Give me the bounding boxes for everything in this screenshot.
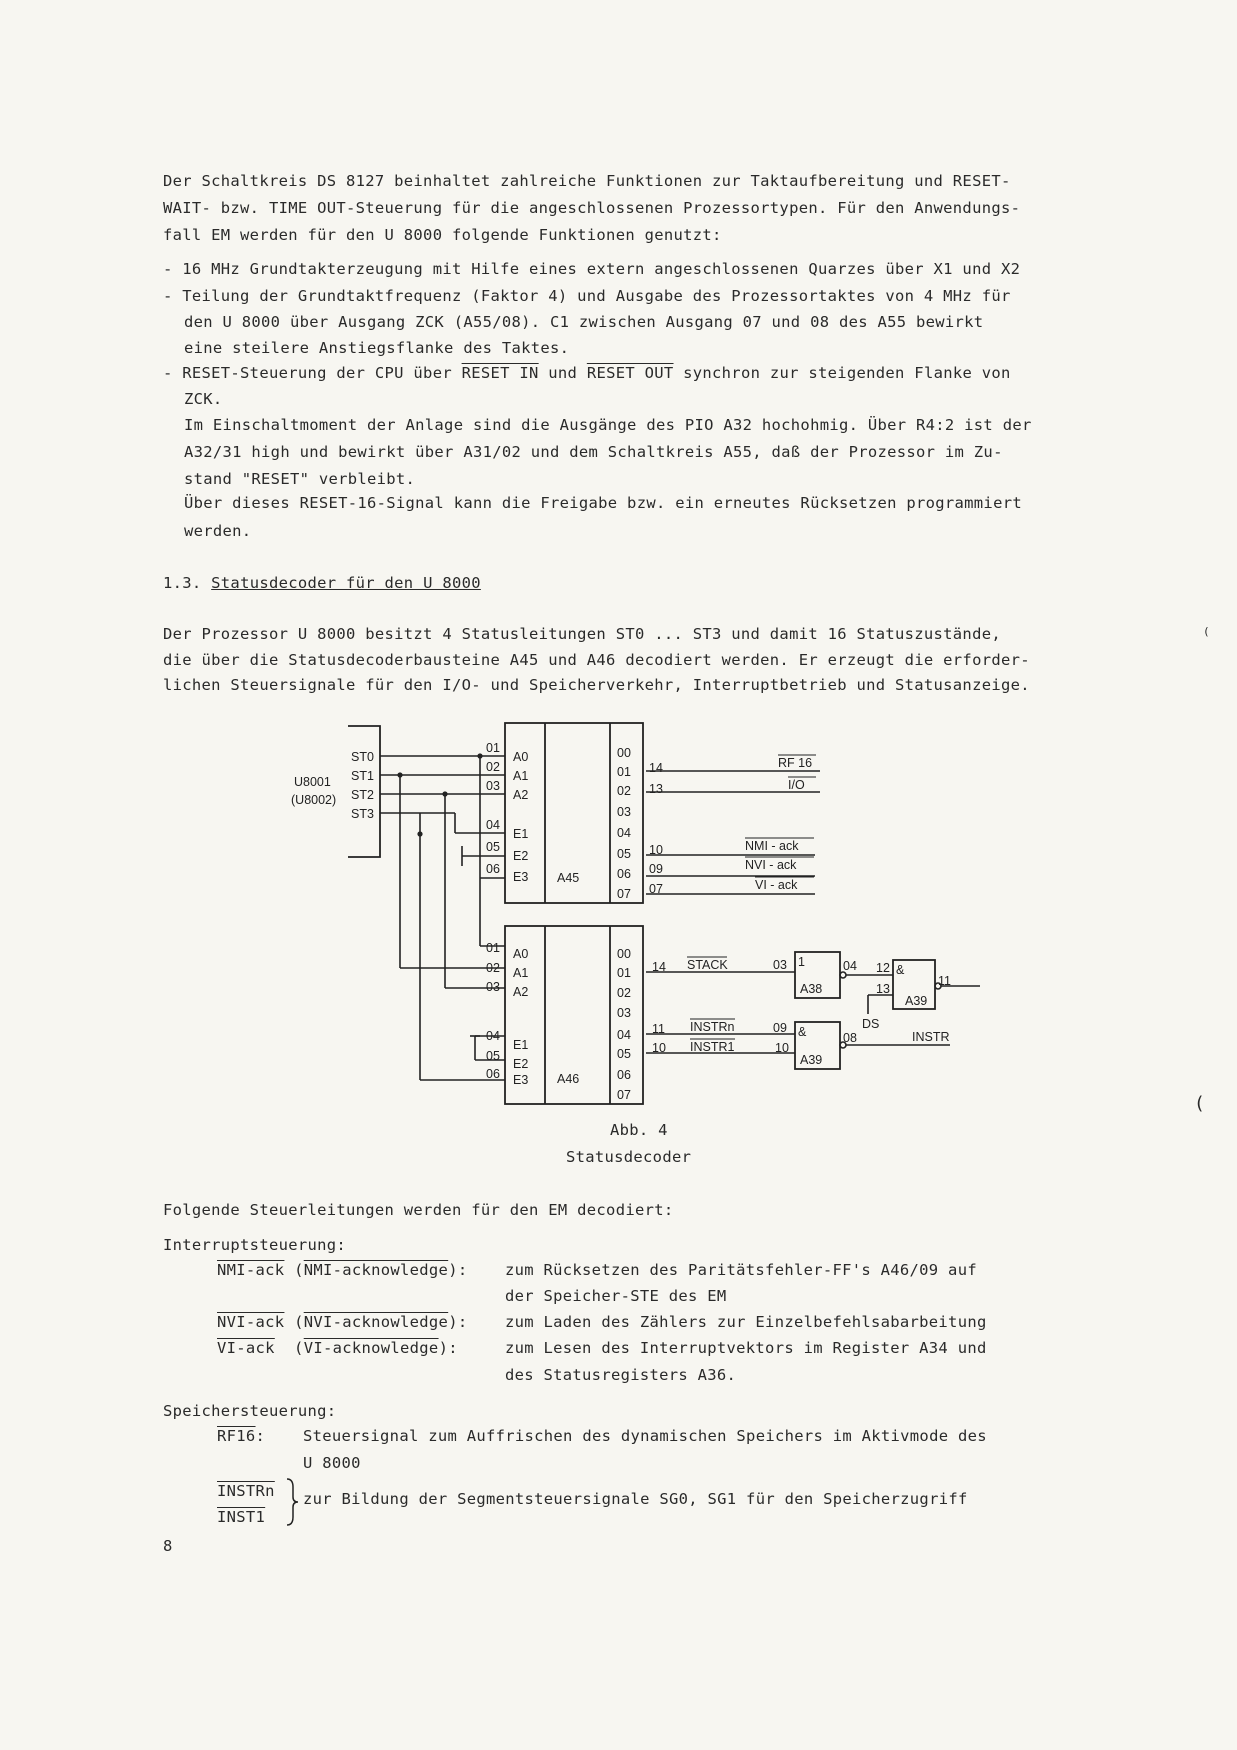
colon: : [255, 1427, 266, 1445]
a46-in-label: E3 [513, 1073, 529, 1087]
instr1-signal-label: INSTR1 [690, 1040, 735, 1054]
nmi-desc-2: der Speicher-STE des EM [505, 1287, 727, 1305]
reset-in-signal: RESET IN [461, 364, 539, 382]
cpu-label-line-2: (U8002) [291, 793, 337, 807]
nvi-ack-signal: NVI-ack [217, 1313, 285, 1331]
gate-a39-upper-pin: 11 [938, 974, 951, 988]
gate-a39-lower-name: A39 [800, 1053, 823, 1067]
vi-desc-2: des Statusregisters A36. [505, 1366, 737, 1384]
gate-a39-lower-pin: 10 [775, 1041, 789, 1055]
vi-ack-signal-label: VI - ack [755, 878, 798, 892]
vi-ack-entry [217, 1339, 458, 1357]
junction-dot [442, 791, 447, 796]
interrupt-heading: Interruptsteuerung: [163, 1236, 347, 1254]
section-title: Statusdecoder für den U 8000 [211, 574, 481, 592]
vi-ack-signal: VI-ack [217, 1339, 275, 1357]
gate-a39-lower-pin: 09 [773, 1021, 787, 1035]
a46-in-label: E2 [513, 1057, 529, 1071]
bullet-3-line-2: ZCK. [184, 390, 223, 408]
reset-out-signal: RESET OUT [586, 364, 674, 382]
nvi-ack-entry [217, 1313, 467, 1331]
a45-in-pin: 01 [486, 741, 500, 755]
gate-a39-lower-symbol: & [798, 1025, 807, 1039]
a46-in-label: E1 [513, 1038, 529, 1052]
figure-number: Abb. 4 [610, 1121, 668, 1139]
chip-a46 [486, 926, 643, 1104]
a45-out-label: 03 [617, 805, 631, 819]
a46-in-pin: 01 [486, 941, 500, 955]
nvi-ack-signal-label: NVI - ack [745, 858, 797, 872]
a45-out-pin: 09 [649, 862, 663, 876]
st2-label: ST2 [351, 788, 374, 802]
a45-in-label: A2 [513, 788, 529, 802]
inst1-signal-text: INST1 [217, 1508, 266, 1526]
cpu-block [291, 726, 380, 857]
rf16-signal: RF16 [217, 1427, 256, 1445]
intro-line-3: fall EM werden für den U 8000 folgende Funktionen genutzt: [163, 226, 722, 244]
rf16-desc-1: Steuersignal zum Auffrischen des dynamischen Speichers im Aktivmode des [303, 1427, 987, 1445]
bullet-3-line-5: stand "RESET" verbleibt. [184, 470, 416, 488]
paren: ( [274, 1339, 304, 1357]
a46-out-label: 00 [617, 947, 631, 961]
a45-out-pin: 14 [649, 761, 663, 775]
chip-a45-name: A45 [557, 871, 580, 885]
st0-label: ST0 [351, 750, 374, 764]
gate-a39-upper-symbol: & [896, 963, 905, 977]
a45-out-label: 00 [617, 746, 631, 760]
a45-out-label: 01 [617, 765, 631, 779]
paren: ): [448, 1261, 468, 1279]
a45-in-pin: 02 [486, 760, 500, 774]
bullet-3-mid: und [538, 364, 587, 382]
a45-out-label: 02 [617, 784, 631, 798]
a46-in-pin: 05 [486, 1049, 500, 1063]
a45-out-label: 04 [617, 826, 631, 840]
gate-a39-upper-pin: 13 [876, 982, 890, 996]
bullet-3-line-3: Im Einschaltmoment der Anlage sind die Ausgänge des PIO A32 hochohmig. Über R4:2 ist der [184, 416, 1032, 434]
a45-out-label: 07 [617, 887, 631, 901]
a45-in-pin: 04 [486, 818, 500, 832]
gate-a39-upper-name: A39 [905, 994, 928, 1008]
section-line-2: die über die Statusdecoderbausteine A45 und A46 decodiert werden. Er erzeugt die erforder- [163, 651, 1030, 669]
gate-a38-symbol: 1 [798, 955, 805, 969]
a45-outputs [646, 755, 820, 896]
chip-a45 [486, 723, 643, 903]
a46-out-label: 05 [617, 1047, 631, 1061]
junction-dot [417, 831, 422, 836]
a46-out-pin: 10 [652, 1041, 666, 1055]
intro-line-1: Der Schaltkreis DS 8127 beinhaltet zahlreiche Funktionen zur Taktaufbereitung und RESET- [163, 172, 1011, 190]
gate-a39-lower-pin: 08 [843, 1031, 857, 1045]
a46-out-pin: 14 [652, 960, 666, 974]
a45-in-label: A1 [513, 769, 529, 783]
bullet-2-line-2: den U 8000 über Ausgang ZCK (A55/08). C1 zwischen Ausgang 07 und 08 des A55 bewirkt [184, 313, 984, 331]
paren: ( [284, 1261, 304, 1279]
st1-label: ST1 [351, 769, 374, 783]
paren: ): [448, 1313, 468, 1331]
a46-in-label: A1 [513, 966, 529, 980]
a45-out-pin: 07 [649, 882, 663, 896]
instr-label: INSTR [912, 1030, 950, 1044]
instrn-signal-label: INSTRn [690, 1020, 735, 1034]
ds-label: DS [862, 1017, 880, 1031]
gate-a38-pin: 03 [773, 958, 787, 972]
instrn-signal-text: INSTRn [217, 1482, 275, 1500]
vi-desc-1: zum Lesen des Interruptvektors im Register A34 und [505, 1339, 987, 1357]
nmi-ack-signal: NMI-ack [217, 1261, 285, 1279]
gate-a38-pin: 04 [843, 959, 857, 973]
brace-icon [285, 1477, 299, 1527]
a46-out-label: 06 [617, 1068, 631, 1082]
a46-out-label: 07 [617, 1088, 631, 1102]
paren: ): [438, 1339, 458, 1357]
rf16-desc-2: U 8000 [303, 1454, 361, 1472]
nmi-acknowledge: NMI-acknowledge [303, 1261, 449, 1279]
gate-a38-name: A38 [800, 982, 823, 996]
junction-dot [477, 753, 482, 758]
a45-in-label: A0 [513, 750, 529, 764]
memory-heading: Speichersteuerung: [163, 1402, 337, 1420]
a45-out-label: 06 [617, 867, 631, 881]
gate-a39-upper-pin: 12 [876, 961, 890, 975]
a46-out-label: 04 [617, 1028, 631, 1042]
figure-caption: Statusdecoder [566, 1148, 692, 1166]
bullet-3-post: synchron zur steigenden Flanke von [673, 364, 1011, 382]
page-number: 8 [163, 1537, 173, 1555]
a46-out-pin: 11 [652, 1022, 665, 1036]
stack-signal-label: STACK [687, 958, 728, 972]
a46-in-label: A0 [513, 947, 529, 961]
scan-mark: ( [1203, 625, 1210, 638]
bullet-3-line-7: werden. [184, 522, 252, 540]
section-number: 1.3. [163, 574, 212, 592]
a45-in-label: E1 [513, 827, 529, 841]
a46-out-label: 02 [617, 986, 631, 1000]
scan-mark: ( [1194, 1093, 1206, 1114]
gate-a39-upper [862, 960, 980, 1031]
vi-acknowledge: VI-acknowledge [303, 1339, 439, 1357]
a46-in-pin: 03 [486, 980, 500, 994]
a45-in-pin: 03 [486, 779, 500, 793]
a45-out-pin: 13 [649, 782, 663, 796]
bullet-2-line-1: - Teilung der Grundtaktfrequenz (Faktor 4) und Ausgabe des Prozessortaktes von 4 MHz für [163, 287, 1011, 305]
a46-out-label: 03 [617, 1006, 631, 1020]
cpu-label-line-1: U8001 [294, 775, 331, 789]
section-line-3: lichen Steuersignale für den I/O- und Speicherverkehr, Interruptbetrieb und Statusanzeige. [163, 676, 1030, 694]
rf16-entry [217, 1427, 265, 1445]
bullet-3-line-4: A32/31 high und bewirkt über A31/02 und dem Schaltkreis A55, daß der Prozessor im Zu- [184, 443, 1003, 461]
nvi-acknowledge: NVI-acknowledge [303, 1313, 449, 1331]
a45-in-pin: 05 [486, 840, 500, 854]
nvi-desc: zum Laden des Zählers zur Einzelbefehlsabarbeitung [505, 1313, 987, 1331]
bullet-3-prefix: - RESET-Steuerung der CPU über [163, 364, 462, 382]
a45-out-label: 05 [617, 847, 631, 861]
nmi-ack-entry [217, 1261, 467, 1279]
nmi-desc-1: zum Rücksetzen des Paritätsfehler-FF's A46/09 auf [505, 1261, 977, 1279]
intro-line-2: WAIT- bzw. TIME OUT-Steuerung für die angeschlossenen Prozessortypen. Für den Anwendungs- [163, 199, 1021, 217]
instr-desc: zur Bildung der Segmentsteuersignale SG0, SG1 für den Speicherzugriff [303, 1490, 968, 1508]
inst1-signal [217, 1508, 265, 1526]
a46-out-label: 01 [617, 966, 631, 980]
chip-a46-name: A46 [557, 1072, 580, 1086]
junction-dot [397, 772, 402, 777]
instrn-signal [217, 1482, 275, 1500]
a46-in-label: A2 [513, 985, 529, 999]
section-line-1: Der Prozessor U 8000 besitzt 4 Statusleitungen ST0 ... ST3 und damit 16 Statuszustände, [163, 625, 1001, 643]
a46-in-pin: 04 [486, 1029, 500, 1043]
a45-in-label: E3 [513, 870, 529, 884]
rf16-signal-label: RF 16 [778, 756, 813, 770]
paren: ( [284, 1313, 304, 1331]
nmi-ack-signal-label: NMI - ack [745, 839, 799, 853]
a46-in-pin: 06 [486, 1067, 500, 1081]
bullet-2-line-3: eine steilere Anstiegsflanke des Taktes. [184, 339, 570, 357]
bullet-1: - 16 MHz Grundtakterzeugung mit Hilfe eines extern angeschlossenen Quarzes über X1 und X2 [163, 260, 1021, 278]
a45-in-label: E2 [513, 849, 529, 863]
a45-in-pin: 06 [486, 862, 500, 876]
a45-out-pin: 10 [649, 843, 663, 857]
gate-a38 [773, 952, 893, 998]
io-signal-label: I/O [788, 778, 805, 792]
bullet-3-line-6: Über dieses RESET-16-Signal kann die Freigabe bzw. ein erneutes Rücksetzen programmiert [184, 494, 1022, 512]
controls-heading: Folgende Steuerleitungen werden für den EM decodiert: [163, 1201, 674, 1219]
st3-label: ST3 [351, 807, 374, 821]
a46-in-pin: 02 [486, 961, 500, 975]
